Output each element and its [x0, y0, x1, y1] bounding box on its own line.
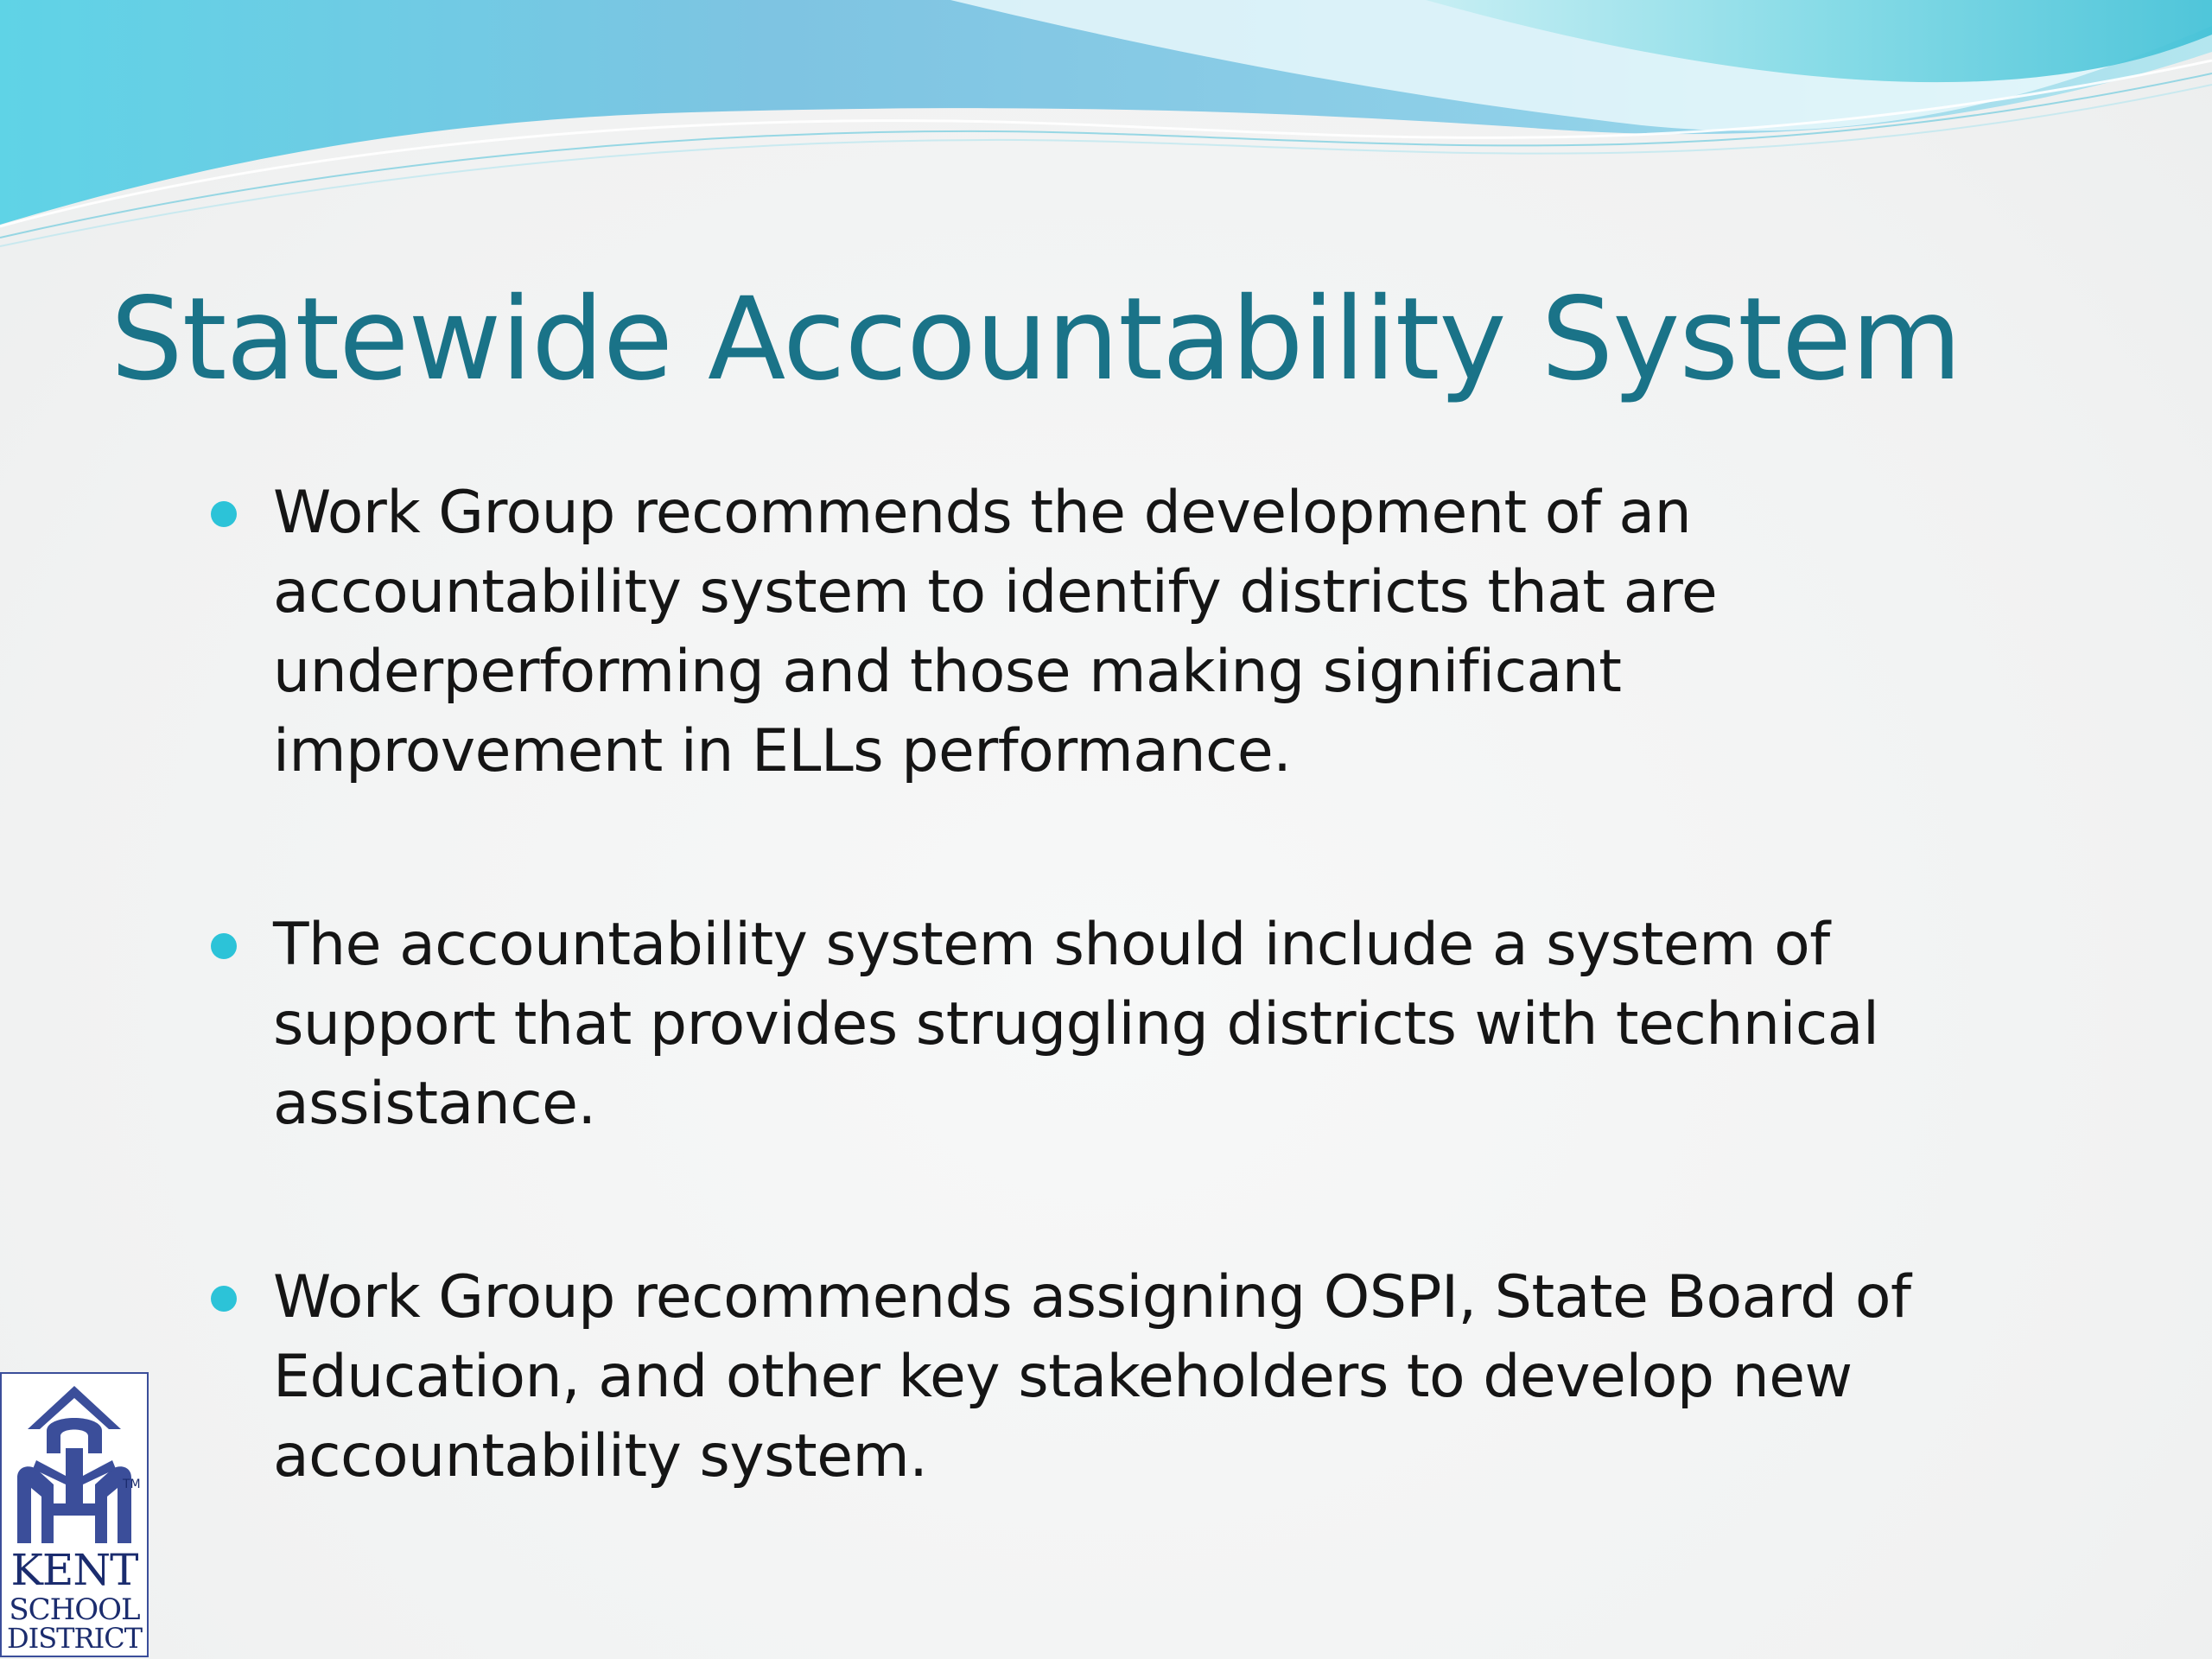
- slide-title: Statewide Accountability System: [111, 273, 1961, 406]
- bullet-dot-icon: [211, 501, 237, 527]
- bullet-dot-icon: [211, 933, 237, 959]
- bullet-text: The accountability system should include a system of support that provides struggling districts with technical assistance.: [273, 911, 1879, 1138]
- bullet-text: Work Group recommends the development of an accountability system to identify districts that are underperforming and those making significant improvement in ELLs performance.: [273, 479, 1718, 785]
- bullet-dot-icon: [211, 1286, 237, 1312]
- logo-text-kent: KENT: [10, 1545, 138, 1595]
- header-wave-decoration: [0, 0, 2212, 259]
- bullet-item: [211, 1258, 2008, 1497]
- bullet-list: [211, 474, 2008, 1497]
- bullet-text: Work Group recommends assigning OSPI, State Board of Education, and other key stakeholders to develop new accountability system.: [273, 1263, 1911, 1491]
- bullet-item: [211, 906, 2008, 1144]
- kent-school-district-logo: [0, 1372, 149, 1657]
- bullet-item: [211, 474, 2008, 791]
- logo-text-school: SCHOOL: [9, 1592, 140, 1627]
- logo-text-district: DISTRICT: [6, 1622, 143, 1655]
- house-figure-logo-icon: [2, 1374, 147, 1547]
- trademark-mark: TM: [123, 1478, 141, 1491]
